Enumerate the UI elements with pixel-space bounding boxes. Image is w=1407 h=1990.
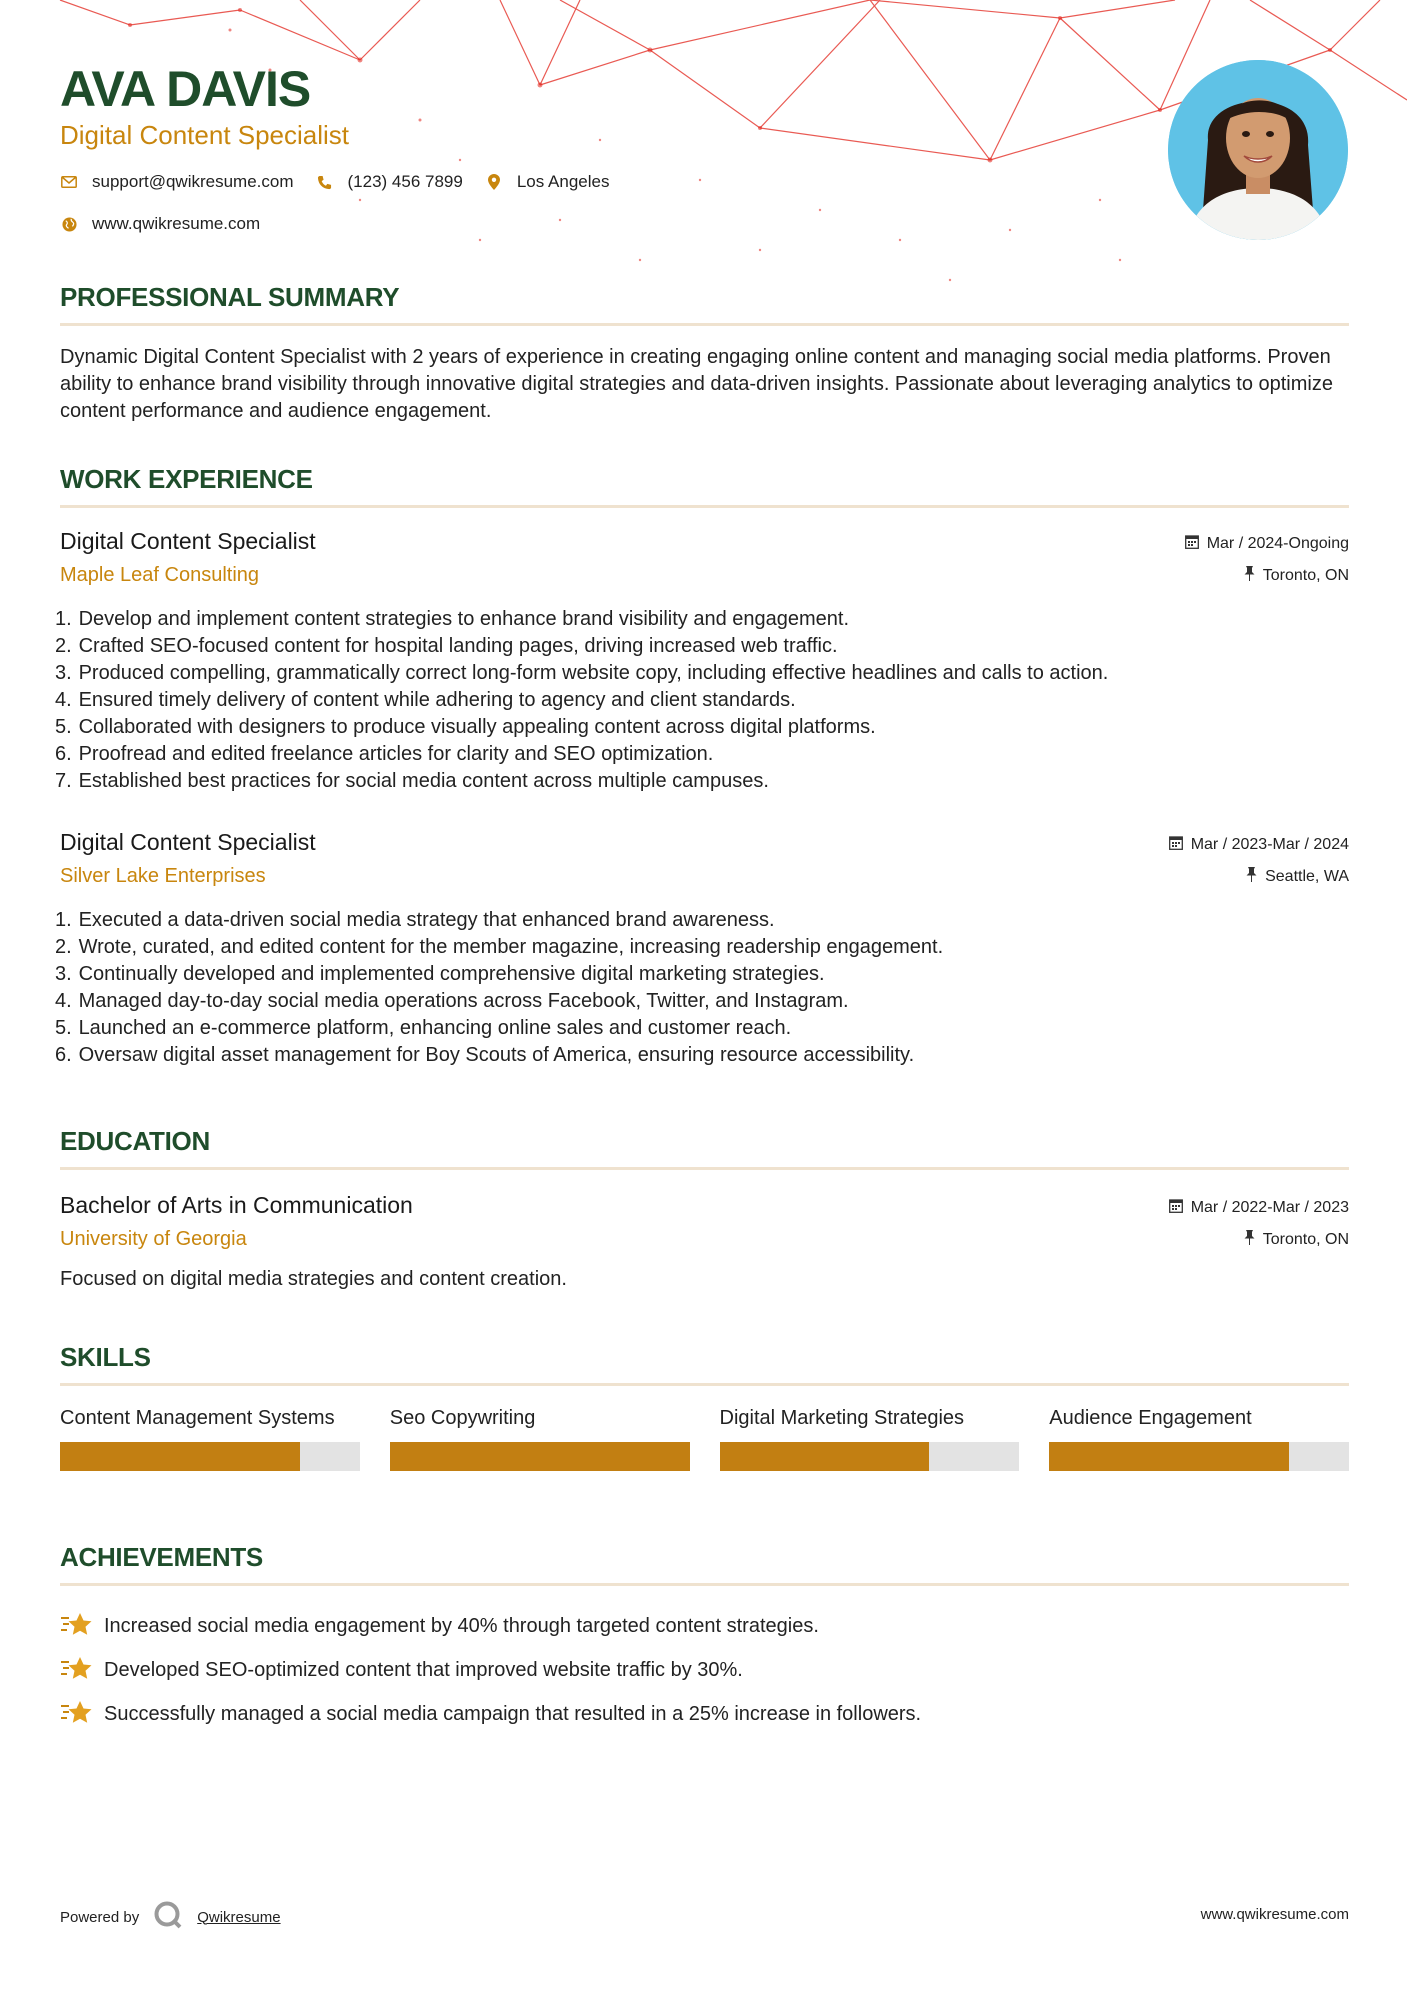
contact-email-text: support@qwikresume.com	[92, 172, 294, 191]
contact-phone[interactable]	[316, 172, 463, 192]
list-item: 1. Develop and implement content strategies to enhance brand visibility and engagement.	[55, 608, 850, 630]
skill-level-fill	[720, 1442, 930, 1471]
envelope-icon	[60, 173, 78, 191]
job-location-text: Seattle, WA	[1265, 868, 1349, 885]
job-bullet-list	[55, 606, 1349, 795]
job-date-text: Mar / 2024-Ongoing	[1206, 535, 1349, 552]
education-section	[60, 1126, 1349, 1293]
contact-email[interactable]	[60, 172, 294, 192]
skill-level-fill	[390, 1442, 690, 1471]
qwikresume-link[interactable]: Qwikresume	[197, 1908, 281, 1926]
candidate-title: Digital Content Specialist	[60, 120, 350, 150]
contact-row-website	[60, 214, 268, 234]
school-name: University of Georgia	[60, 1228, 247, 1250]
skill-level-fill	[1049, 1442, 1289, 1471]
job-location-text: Toronto, ON	[1262, 567, 1349, 584]
achievement-text: Successfully managed a social media campaign that resulted in a 25% increase in followers.	[104, 1702, 922, 1725]
footer-powered-by	[60, 1900, 281, 1934]
skill-level-fill	[60, 1442, 300, 1471]
job-title: Digital Content Specialist	[60, 829, 316, 855]
skill-level-bar	[720, 1442, 1020, 1471]
job-entry	[55, 829, 1349, 1069]
contact-website-text: www.qwikresume.com	[92, 214, 261, 233]
section-heading-achievements: ACHIEVEMENTS	[60, 1542, 1349, 1586]
education-date	[1169, 1198, 1349, 1218]
profile-photo	[1168, 60, 1348, 240]
skill-level-bar	[60, 1442, 360, 1471]
skill-name: Content Management Systems	[60, 1407, 335, 1429]
job-title: Digital Content Specialist	[60, 528, 316, 554]
star-icon	[60, 1699, 94, 1730]
skills-row	[60, 1404, 1349, 1471]
list-item: 6. Oversaw digital asset management for Boy Scouts of America, ensuring resource accessibility.	[55, 1044, 915, 1066]
job-company: Silver Lake Enterprises	[60, 865, 266, 887]
globe-icon	[60, 215, 78, 233]
education-date-text: Mar / 2022-Mar / 2023	[1190, 1199, 1349, 1216]
achievement-item	[60, 1692, 1349, 1736]
list-item: 2. Wrote, curated, and edited content for the member magazine, increasing readership engagement.	[55, 936, 944, 958]
degree-title: Bachelor of Arts in Communication	[60, 1192, 413, 1218]
skill-name: Digital Marketing Strategies	[719, 1407, 965, 1429]
list-item: 6. Proofread and edited freelance articles for clarity and SEO optimization.	[55, 743, 714, 765]
skill-item	[60, 1404, 360, 1471]
calendar-icon	[1169, 1198, 1183, 1218]
star-icon	[60, 1611, 94, 1642]
job-entry	[55, 528, 1349, 795]
list-item: 7. Established best practices for social media content across multiple campuses.	[55, 770, 769, 792]
education-description: Focused on digital media strategies and content creation.	[60, 1268, 567, 1290]
section-heading-education: EDUCATION	[60, 1126, 1349, 1170]
achievements-section	[60, 1542, 1349, 1736]
section-heading-summary: PROFESSIONAL SUMMARY	[60, 282, 1349, 326]
list-item: 4. Ensured timely delivery of content while adhering to agency and client standards.	[55, 689, 796, 711]
pushpin-icon	[1244, 1230, 1255, 1250]
contact-location	[485, 172, 610, 192]
map-pin-icon	[485, 173, 503, 191]
education-location	[1244, 1230, 1349, 1250]
star-icon	[60, 1655, 94, 1686]
achievements-list	[60, 1604, 1349, 1736]
education-location-text: Toronto, ON	[1262, 1231, 1349, 1248]
list-item: 5. Collaborated with designers to produce visually appealing content across digital platforms.	[55, 716, 876, 738]
list-item: 3. Continually developed and implemented comprehensive digital marketing strategies.	[55, 963, 825, 985]
education-entry	[60, 1192, 1349, 1293]
contact-row	[60, 172, 617, 192]
phone-icon	[316, 173, 334, 191]
skill-level-bar	[1049, 1442, 1349, 1471]
skill-item	[1049, 1404, 1349, 1471]
work-experience-section	[55, 464, 1349, 1069]
list-item: 5. Launched an e-commerce platform, enhancing online sales and customer reach.	[55, 1017, 792, 1039]
achievement-text: Developed SEO-optimized content that improved website traffic by 30%.	[104, 1658, 743, 1681]
calendar-icon	[1185, 534, 1199, 554]
pushpin-icon	[1244, 566, 1255, 586]
skill-level-bar	[390, 1442, 690, 1471]
qwikresume-logo-icon	[153, 1900, 183, 1934]
pushpin-icon	[1246, 867, 1257, 887]
contact-phone-text: (123) 456 7899	[347, 172, 463, 191]
skill-name: Seo Copywriting	[389, 1407, 536, 1429]
list-item: 2. Crafted SEO-focused content for hospital landing pages, driving increased web traffic.	[55, 635, 838, 657]
achievement-item	[60, 1604, 1349, 1648]
candidate-name: AVA DAVIS	[60, 61, 311, 117]
section-heading-experience: WORK EXPERIENCE	[60, 464, 1349, 508]
skills-section	[60, 1342, 1349, 1471]
calendar-icon	[1169, 835, 1183, 855]
professional-summary-section	[60, 282, 1349, 425]
job-date	[1169, 835, 1349, 855]
achievement-item	[60, 1648, 1349, 1692]
powered-by-label: Powered by	[60, 1908, 140, 1926]
contact-website[interactable]	[60, 214, 260, 234]
list-item: 4. Managed day-to-day social media operations across Facebook, Twitter, and Instagram.	[55, 990, 849, 1012]
skill-item	[390, 1404, 690, 1471]
job-location	[1244, 566, 1349, 586]
job-bullet-list	[55, 907, 1349, 1069]
achievement-text: Increased social media engagement by 40% through targeted content strategies.	[104, 1614, 819, 1637]
footer-website-link[interactable]: www.qwikresume.com	[1200, 1906, 1349, 1923]
contact-location-text: Los Angeles	[516, 172, 610, 191]
list-item: 1. Executed a data-driven social media strategy that enhanced brand awareness.	[55, 909, 775, 931]
job-location	[1246, 867, 1349, 887]
summary-text: Dynamic Digital Content Specialist with 2 years of experience in creating engaging online content and managing social media platforms. Proven ability to enhance brand visibility through innovative digital strategies and data-driven insights. Passionate about leveraging analytics to optimize content performance and audience engagement.	[60, 346, 1333, 422]
section-heading-skills: SKILLS	[60, 1342, 1349, 1386]
job-date-text: Mar / 2023-Mar / 2024	[1190, 836, 1349, 853]
skill-item	[720, 1404, 1020, 1471]
skill-name: Audience Engagement	[1049, 1407, 1252, 1429]
job-company: Maple Leaf Consulting	[60, 564, 260, 586]
list-item: 3. Produced compelling, grammatically correct long-form website copy, including effective headlines and calls to action.	[55, 662, 1109, 684]
job-date	[1185, 534, 1349, 554]
